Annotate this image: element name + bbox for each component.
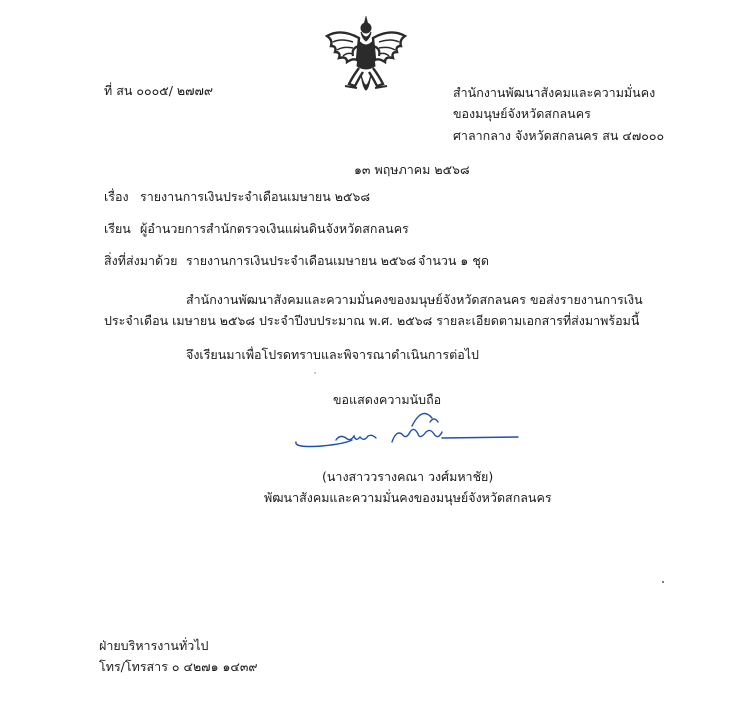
speck [314,372,316,374]
garuda-emblem-icon [323,14,409,98]
body-paragraph-1-line-1: สำนักงานพัฒนาสังคมและความมั่นคงของมนุษย์จังหวัดสกลนคร ขอส่งรายงานการเงิน [186,292,643,307]
closing: ขอแสดงความนับถือ [333,392,442,407]
subject-label: เรื่อง [104,189,129,204]
document-number: ที่ สน ๐๐๐๕/ ๒๗๗๙ [104,83,214,98]
enclosure-text: รายงานการเงินประจำเดือนเมษายน ๒๕๖๘ [186,253,416,268]
office-line-2: ของมนุษย์จังหวัดสกลนคร [453,106,591,121]
speck [662,581,664,583]
body-paragraph-1-line-2: ประจำเดือน เมษายน ๒๕๖๘ ประจำปีงบประมาณ พ.ศ. ๒๕๖๘ รายละเอียดตามเอกสารที่ส่งมาพร้อมนี้ [104,313,640,328]
footer-department: ฝ่ายบริหารงานทั่วไป [99,638,209,653]
enclosure-amount: จำนวน ๑ ชุด [418,253,489,268]
subject-text: รายงานการเงินประจำเดือนเมษายน ๒๕๖๘ [140,189,370,204]
footer-phone: โทร/โทรสาร ๐ ๔๒๗๑ ๑๔๓๙ [99,659,258,674]
handwritten-signature [292,404,522,454]
signer-name: (นางสาววรางคณา วงศ์มหาชัย) [322,469,494,484]
body-paragraph-2: จึงเรียนมาเพื่อโปรดทราบและพิจารณาดำเนินการต่อไป [186,347,479,362]
office-line-3: ศาลากลาง จังหวัดสกลนคร สน ๔๗๐๐๐ [453,128,665,143]
document-date: ๑๓ พฤษภาคม ๒๕๖๘ [354,162,470,177]
enclosure-label: สิ่งที่ส่งมาด้วย [104,253,178,268]
signer-position: พัฒนาสังคมและความมั่นคงของมนุษย์จังหวัดสกลนคร [264,490,552,505]
office-line-1: สำนักงานพัฒนาสังคมและความมั่นคง [453,85,656,100]
to-text: ผู้อำนวยการสำนักตรวจเงินแผ่นดินจังหวัดสกลนคร [140,221,409,236]
to-label: เรียน [104,221,131,236]
